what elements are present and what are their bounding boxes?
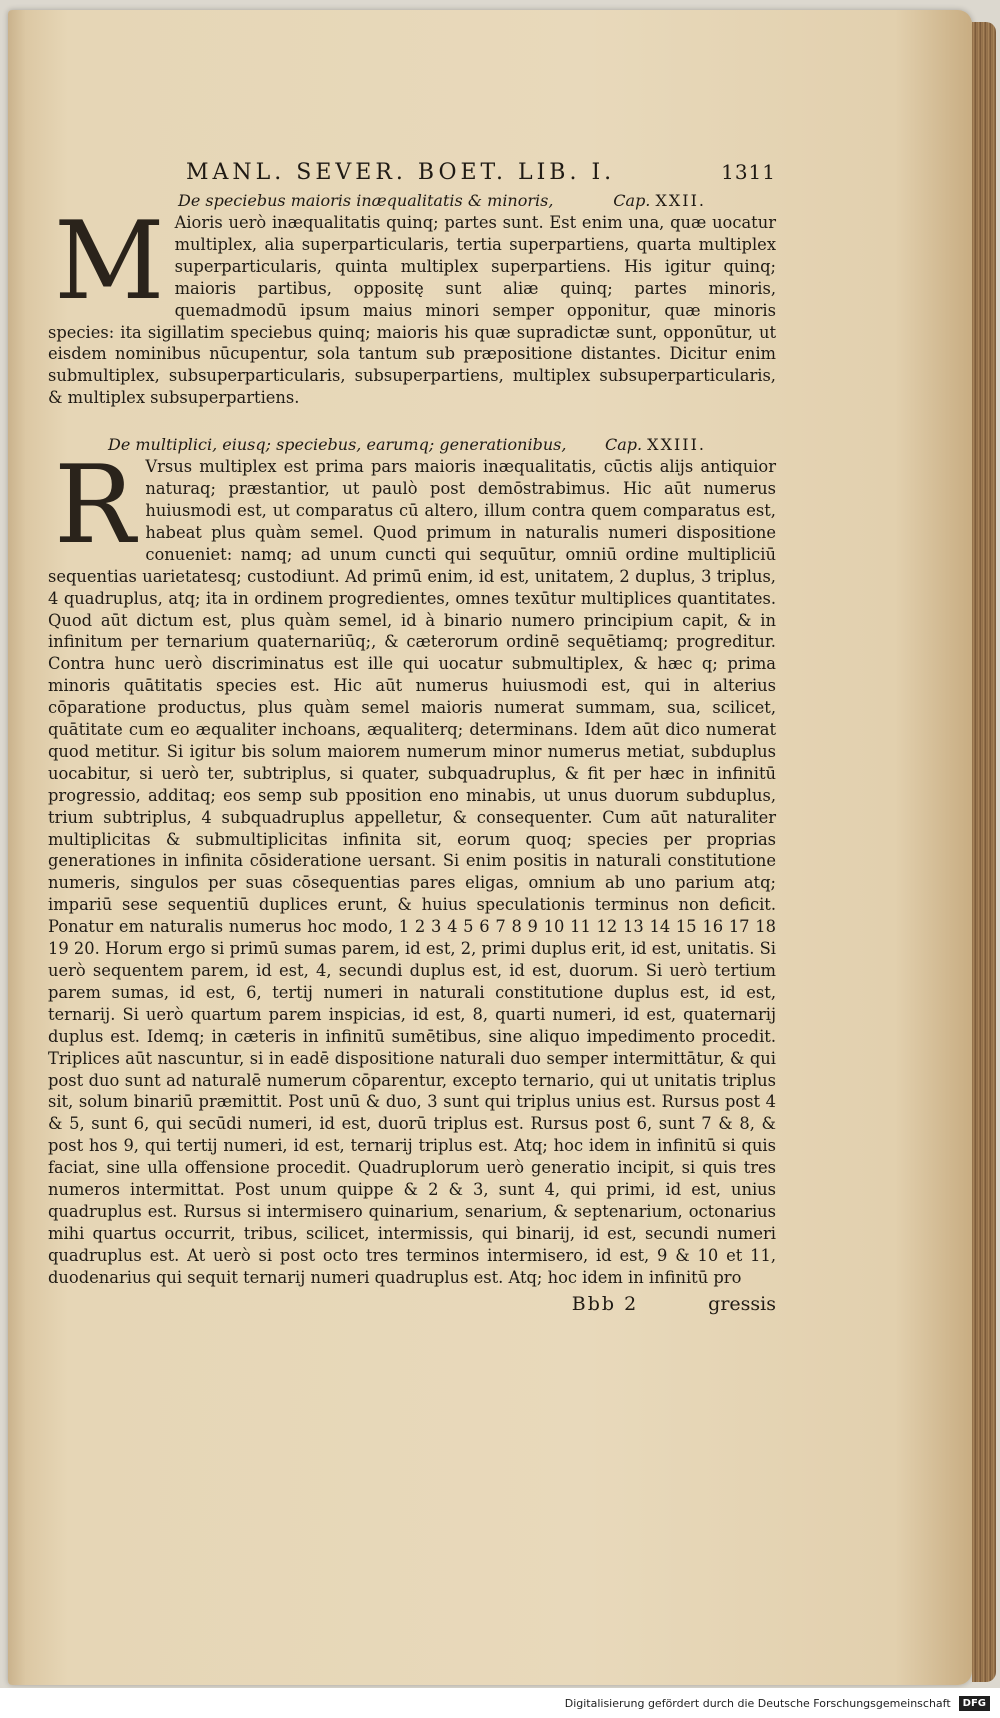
chapter-label-text: Cap. [604, 435, 643, 455]
chapter-heading-text: De speciebus maioris inæqualitatis & minoris, [178, 191, 554, 210]
chapter-heading-text: De multiplici, eiusq; speciebus, earumq; generationibus, [108, 435, 567, 455]
drop-cap-initial: R [54, 443, 136, 569]
page-edges [972, 22, 996, 1682]
text-block [48, 160, 776, 1341]
chapter-22 [48, 191, 776, 409]
running-head-title: MANL. SEVER. BOET. LIB. I. [186, 160, 616, 185]
paragraph-text: Aioris uerò inæqualitatis quinq; partes sunt. Est enim una, quæ uocatur multiplex, alia superparticularis, tertia superpartiens, quarta multiplex superparticularis, quinta multiplex superpartiens. His igitur quinq; maioris partibus, oppositę sunt aliæ quinq; partes minoris, quemadmodū ipsum maius minori semper opponitur, quæ minoris species: ita sigillatim speciebus quinq; maioris his quæ supradictæ sunt, opponūtur, ut eisdem nominibus nūcupentur, sola tantum sub præpositione distantes. Dicitur enim submultiplex, subsuperparticularis, subsuperpartiens, multiplex subsuperparticularis, & multiplex subsuperpartiens. [48, 213, 776, 408]
catchword: gressis [708, 1292, 776, 1315]
chapter-label [613, 191, 706, 210]
drop-cap-initial: M [54, 199, 165, 324]
running-head [186, 160, 776, 185]
paragraph-text: Vrsus multiplex est prima pars maioris inæqualitatis, cūctis alijs antiquior naturaq; præstantior, ut paulò post demōstrabimus. Hic aūt numerus huiusmodi est, ut comparatus cū altero, illum contra quem comparatus est, habeat plus quàm semel. Quod primum in naturalis numeri dispositione conueniet: namq; ad unum cuncti qui sequūtur, omniū ordine multipliciū sequentias uarietatesq; custodiunt. Ad primū enim, id est, unitatem, 2 duplus, 3 triplus, 4 quadruplus, atq; ita in ordinem progredientes, omnes texūtur multiplices quantitates. Quod aūt dictum est, plus quàm semel, id à binario numero principium capit, & in infinitum per ternarium quaternariūq;, & cæterorum ordinē sequētiamq; progreditur. Contra hunc uerò discriminatus est ille qui uocatur submultiplex, & hæc q; prima minoris quātitatis species est. Hic aūt numerus huiusmodi est, qui in alterius cōparatione productus, plus quàm semel maioris numerat summam, sua, scilicet, quātitate cum eo æqualiter inchoans, æqualiterq; determinans. Idem aūt dico numerat quod metitur. Si igitur bis solum maiorem numerum minor numerus metiat, subduplus uocabitur, si uerò ter, subtriplus, si quater, subquadruplus, & fit per hæc in infinitū progressio, additaq; eos semp sub pposition eno minabis, ut unus duorum subduplus, trium subtriplus, 4 subquadruplus appelletur, & consequenter. Cum aūt naturaliter multiplicitas & submultiplicitas infinita sit, eorum quoq; species per proprias generationes in infinita cōsideratione uersant. Si enim positis in naturali constitutione numeris, singulos per suas cōsequentias pares eligas, omnium ab uno parium atq; impariū sese sequentiū duplices erunt, & huius speculationis terminus non deficit. Ponatur em naturalis numerus hoc modo, 1 2 3 4 5 6 7 8 9 10 11 12 13 14 15 16 17 18 19 20. Horum ergo si primū sumas parem, id est, 2, primi duplus erit, id est, unitatis. Si uerò sequentem parem, id est, 4, secundi duplus est, id est, duorum. Si uerò tertium parem sumas, id est, 6, tertij numeri in naturali constitutione duplus est, id est, ternarij. Si uerò quartum parem inspicias, id est, 8, quarti numeri, id est, quaternarij duplus est. Idemq; in cæteris in infinitū sumētibus, sine aliquo impedimento procedit. Triplices aūt nascuntur, si in eadē dispositione naturali duo semper intermittātur, & qui post duo sunt ad naturalē numerum cōparentur, excepto ternario, qui ut unitatis triplus sit, solum binariū præmittit. Post unū & duo, 3 sunt qui triplus unius est. Rursus post 4 & 5, sunt 6, qui secūdi numeri, id est, duorū triplus est. Rursus post 6, sunt 7 & 8, & post hos 9, qui tertij numeri, id est, ternarij triplus est. Atq; hoc idem in infinitū si quis faciat, sine ulla offensione procedit. Quadruplorum uerò generatio incipit, si quis tres numeros intermittat. Post unum quippe & 2 & 3, sunt 4, qui primi, id est, unius quadruplus est. Rursus si intermisero quinarium, senarium, & septenarium, octonarius mihi quartus occurrit, tribus, scilicet, intermissis, qui binarij, id est, secundi numeri quadruplus est. At uerò si post octo tres terminos intermisero, id est, 9 & 10 et 11, duodenarius qui sequit ternarij numeri quadruplus est. Atq; hoc idem in infinitū pro [48, 457, 776, 1287]
chapter-label [605, 435, 706, 454]
dfg-logo: DFG [959, 1696, 990, 1711]
footer-credit: Digitalisierung gefördert durch die Deutsche Forschungsgemeinschaft [564, 1696, 951, 1710]
chapter-number: XXII. [655, 191, 706, 210]
signature-mark: Bbb 2 [571, 1292, 639, 1315]
folio-number: 1311 [721, 160, 776, 184]
chapter-heading [48, 435, 776, 454]
catchline [48, 1293, 776, 1315]
chapter-number: XXIII. [647, 435, 706, 455]
chapter-label-text: Cap. [613, 191, 651, 210]
footer-bar [0, 1688, 1000, 1718]
chapter-23 [48, 435, 776, 1314]
